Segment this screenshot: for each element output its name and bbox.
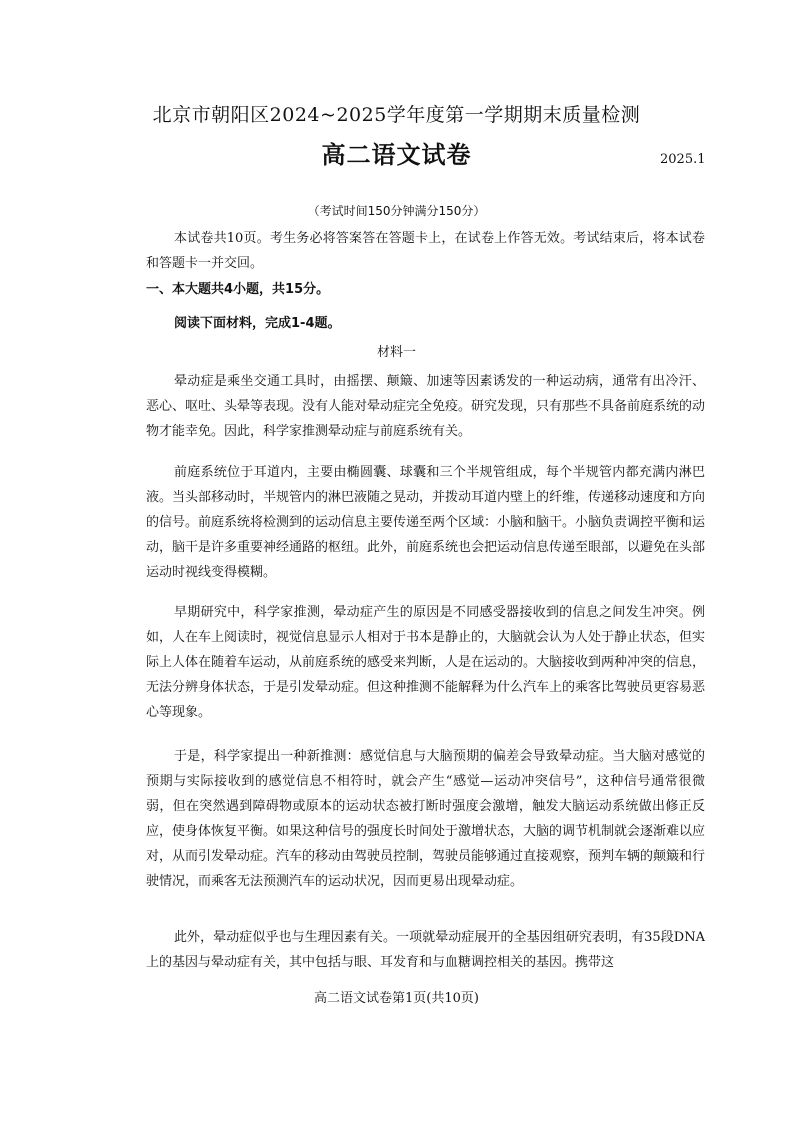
paragraph: 晕动症是乘坐交通工具时，由摇摆、颠簸、加速等因素诱发的一种运动病，通常有出冷汗、恶心、呕吐、头晕等表现。没有人能对晕动症完全免疫。研究发现，只有那些不具备前庭系统的动物才能幸免。因此，科学家推测晕动症与前庭系统有关。 <box>146 374 706 439</box>
paragraph: 早期研究中，科学家推测，晕动症产生的原因是不同感受器接收到的信息之间发生冲突。例如，人在车上阅读时，视觉信息显示人相对于书本是静止的，大脑就会认为人处于静止状态，但实际上人体在随着车运动，从前庭系统的感受来判断，人是在运动的。大脑接收到两种冲突的信息，无法分辨身体状态，于是引发晕动症。但这种推测不能解释为什么汽车上的乘客比驾驶员更容易恶心等现象。 <box>146 605 706 720</box>
material-title: 材料一 <box>376 345 416 360</box>
section-prompt: 阅读下面材料，完成1-4题。 <box>174 316 341 331</box>
instructions: 本试卷共10页。考生务必将答案答在答题卡上，在试卷上作答无效。考试结束后，将本试卷和答题卡一并交回。 <box>146 231 705 271</box>
paragraph: 此外，晕动症似乎也与生理因素有关。一项就晕动症展开的全基因组研究表明，有35段DNA上的基因与晕动症有关，其中包括与眼、耳发育和与血糖调控相关的基因。携带这 <box>146 930 705 970</box>
paragraph: 前庭系统位于耳道内，主要由椭圆囊、球囊和三个半规管组成，每个半规管内都充满内淋巴液。当头部移动时，半规管内的淋巴液随之晃动，并拨动耳道内壁上的纤维，传递移动速度和方向的信号。前庭系统将检测到的运动信息主要传递至两个区域：小脑和脑干。小脑负责调控平衡和运动，脑干是许多重要神经通路的枢纽。此外，前庭系统也会把运动信息传递至眼部，以避免在头部运动时视线变得模糊。 <box>146 465 706 580</box>
section-title: 一、本大题共4小题，共15分。 <box>146 282 330 297</box>
paragraph: 于是，科学家提出一种新推测：感觉信息与大脑预期的偏差会导致晕动症。当大脑对感觉的预期与实际接收到的感觉信息不相符时，就会产生“感觉—运动冲突信号”，这种信号通常很微弱，但在突然遇到障碍物或原本的运动状态被打断时强度会激增，触发大脑运动系统做出修正反应，使身体恢复平衡。如果这种信号的强度长时间处于激增状态，大脑的调节机制就会逐渐难以应对，从而引发晕动症。汽车的移动由驾驶员控制，驾驶员能够通过直接观察，预判车辆的颠簸和行驶情况，而乘客无法预测汽车的运动状况，因而更易出现晕动症。 <box>146 749 706 889</box>
exam-title: 高二语文试卷 <box>321 141 472 169</box>
exam-time-info: （考试时间150分钟满分150分） <box>307 204 486 218</box>
school-title: 北京市朝阳区2024~2025学年度第一学期期末质量检测 <box>152 104 641 126</box>
page-footer: 高二语文试卷第1页(共10页) <box>314 991 479 1006</box>
exam-date: 2025.1 <box>660 152 706 167</box>
